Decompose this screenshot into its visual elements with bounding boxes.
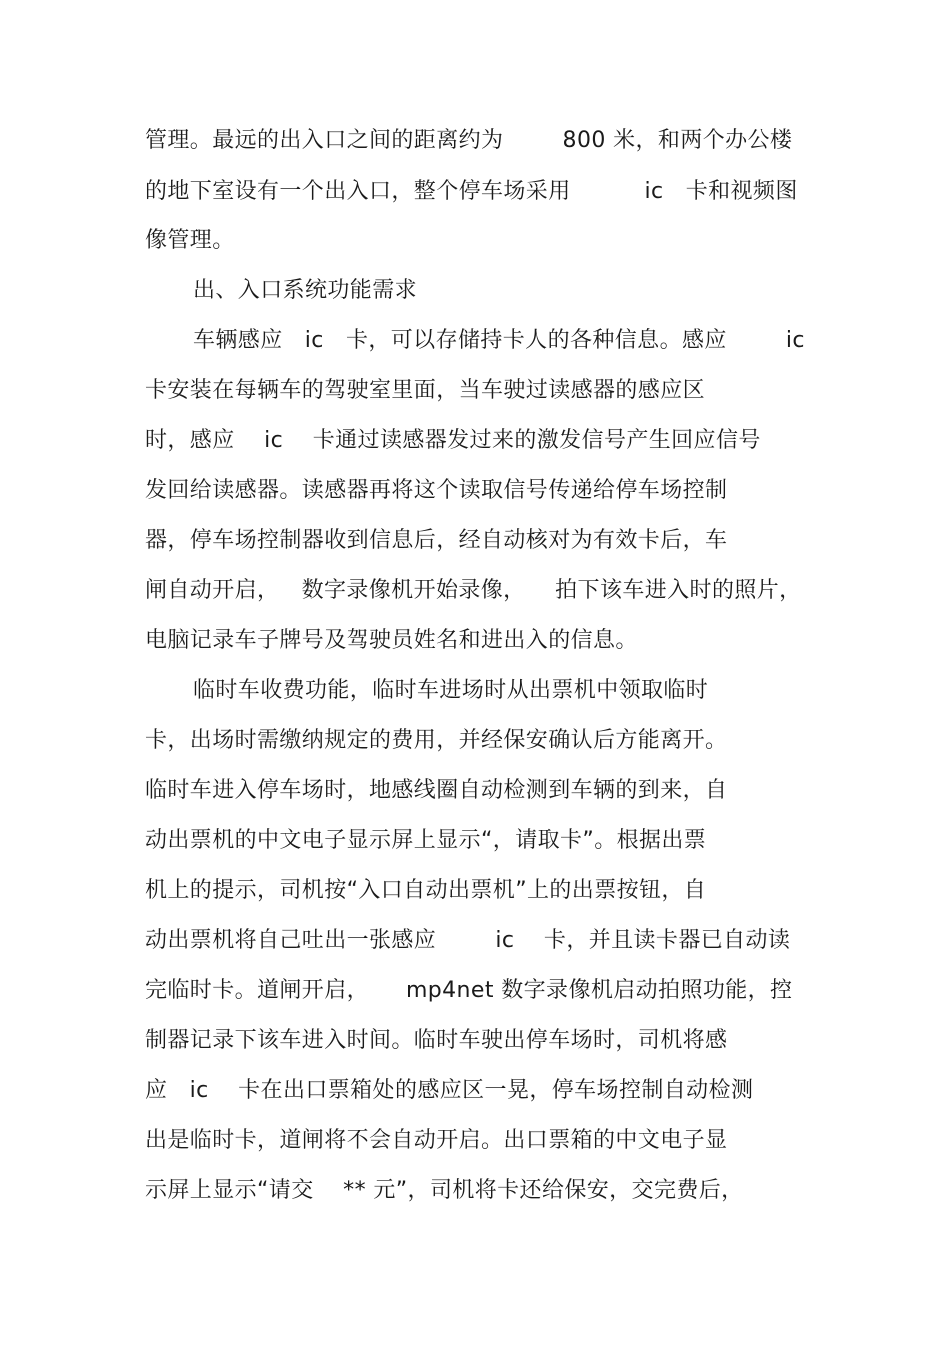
text-line: 管理。最远的出入口之间的距离约为 800 米，和两个办公楼: [145, 128, 793, 153]
text-line: 机上的提示，司机按“入口自动出票机”上的出票按钮，自: [145, 878, 707, 903]
text-line: 的地下室设有一个出入口，整个停车场采用 ic 卡和视频图: [145, 179, 798, 204]
text-line: 动出票机将自己吐出一张感应 ic 卡，并且读卡器已自动读: [145, 928, 791, 953]
text-line: 时，感应 ic 卡通过读感器发过来的激发信号产生回应信号: [145, 428, 761, 453]
text-line: 示屏上显示“请交 ** 元”，司机将卡还给保安，交完费后，: [145, 1178, 744, 1203]
text-line: 完临时卡。道闸开启， mp4net 数字录像机启动拍照功能，控: [145, 978, 793, 1003]
text-line: 像管理。: [145, 228, 235, 253]
text-line: 卡安装在每辆车的驾驶室里面，当车驶过读感器的感应区: [145, 378, 706, 403]
text-line: 出是临时卡，道闸将不会自动开启。出口票箱的中文电子显: [145, 1128, 728, 1153]
text-line: 电脑记录车子牌号及驾驶员姓名和进出入的信息。: [145, 628, 638, 653]
text-line: 应 ic 卡在出口票箱处的感应区一晃，停车场控制自动检测: [145, 1078, 754, 1103]
section-heading: 出、入口系统功能需求: [193, 278, 418, 303]
text-line: 卡，出场时需缴纳规定的费用，并经保安确认后方能离开。: [145, 728, 728, 753]
text-line: 车辆感应 ic 卡，可以存储持卡人的各种信息。感应 ic: [193, 328, 805, 353]
text-line: 制器记录下该车进入时间。临时车驶出停车场时，司机将感: [145, 1028, 728, 1053]
text-line: 发回给读感器。读感器再将这个读取信号传递给停车场控制: [145, 478, 728, 503]
text-line: 临时车收费功能，临时车进场时从出票机中领取临时: [193, 678, 709, 703]
text-line: 临时车进入停车场时，地感线圈自动检测到车辆的到来，自: [145, 778, 728, 803]
text-line: 器，停车场控制器收到信息后，经自动核对为有效卡后，车: [145, 528, 728, 553]
text-line: 闸自动开启， 数字录像机开始录像， 拍下该车进入时的照片，: [145, 578, 802, 603]
text-line: 动出票机的中文电子显示屏上显示“，请取卡”。根据出票: [145, 828, 707, 853]
